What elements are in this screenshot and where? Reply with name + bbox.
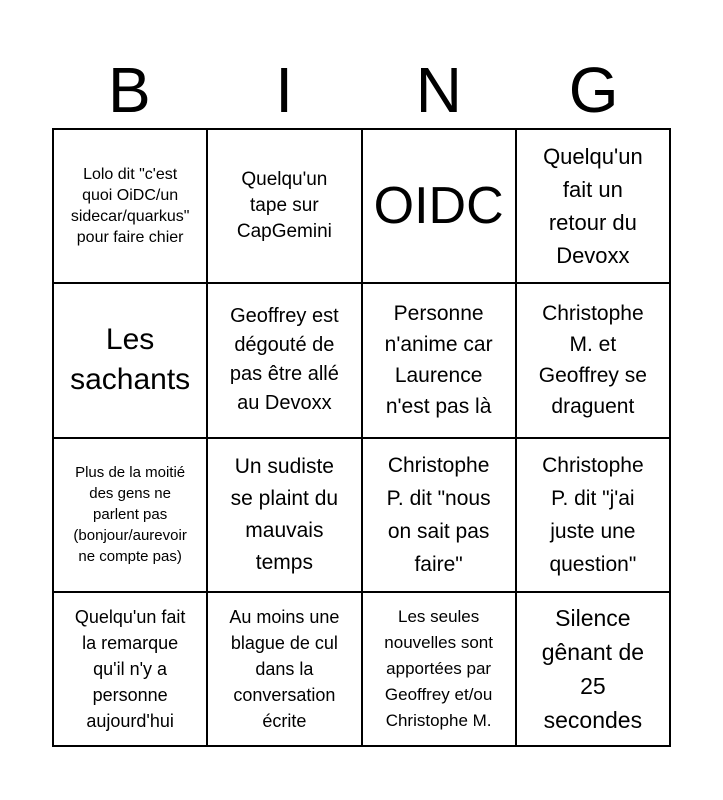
bingo-cell[interactable] xyxy=(53,283,207,437)
bingo-cell[interactable] xyxy=(53,438,207,592)
bingo-cell-text: Geoffrey est dégouté de pas être allé au Devoxx xyxy=(229,305,339,415)
bingo-cell-text: Les seules nouvelles sont apportées par Geoffrey et/ou Christophe M. xyxy=(384,606,493,730)
bingo-cell-text: OIDC xyxy=(373,177,504,236)
bingo-cell[interactable] xyxy=(516,129,670,283)
bingo-cell-text: Au moins une blague de cul dans la conversation écrite xyxy=(229,606,340,731)
bingo-cell-text: Quelqu'un tape sur CapGemini xyxy=(236,169,332,243)
bingo-cell-text: Silence gênant de 25 secondes xyxy=(541,604,645,733)
bingo-cell[interactable] xyxy=(53,592,207,746)
bingo-cell[interactable] xyxy=(516,283,670,437)
bingo-cell[interactable] xyxy=(53,129,207,283)
bingo-title xyxy=(52,52,671,128)
bingo-cell[interactable] xyxy=(207,129,361,283)
title-letter-b: B xyxy=(108,54,151,126)
bingo-cell-text: Quelqu'un fait un retour du Devoxx xyxy=(543,144,643,269)
bingo-cell[interactable] xyxy=(207,592,361,746)
bingo-grid xyxy=(52,128,671,747)
bingo-cell-text: Personne n'anime car Laurence n'est pas là xyxy=(384,302,493,419)
bingo-cell-text: Les sachants xyxy=(70,323,191,397)
bingo-cell[interactable] xyxy=(516,438,670,592)
bingo-cell[interactable] xyxy=(362,592,516,746)
title-letter-g: G xyxy=(568,54,619,126)
bingo-cell-text: Un sudiste se plaint du mauvais temps xyxy=(230,454,339,574)
bingo-cell[interactable] xyxy=(362,129,516,283)
bingo-cell-text: Christophe P. dit "j'ai juste une question" xyxy=(542,453,644,576)
bingo-cell[interactable] xyxy=(207,283,361,437)
title-letter-n: N xyxy=(415,54,462,126)
bingo-cell-text: Christophe P. dit "nous on sait pas faire" xyxy=(386,453,491,576)
title-letter-i: I xyxy=(275,54,294,126)
bingo-cell[interactable] xyxy=(362,438,516,592)
bingo-cell-text: Quelqu'un fait la remarque qu'il n'y a personne aujourd'hui xyxy=(74,606,186,731)
bingo-cell-text: Plus de la moitié des gens ne parlent pas (bonjour/aurevoir ne compte pas) xyxy=(73,464,187,566)
bingo-cell-text: Christophe M. et Geoffrey se draguent xyxy=(538,302,647,419)
bingo-cell[interactable] xyxy=(362,283,516,437)
bingo-cell-text: Lolo dit "c'est quoi OiDC/un sidecar/quarkus" pour faire chier xyxy=(70,166,190,247)
bingo-cell[interactable] xyxy=(516,592,670,746)
bingo-cell[interactable] xyxy=(207,438,361,592)
